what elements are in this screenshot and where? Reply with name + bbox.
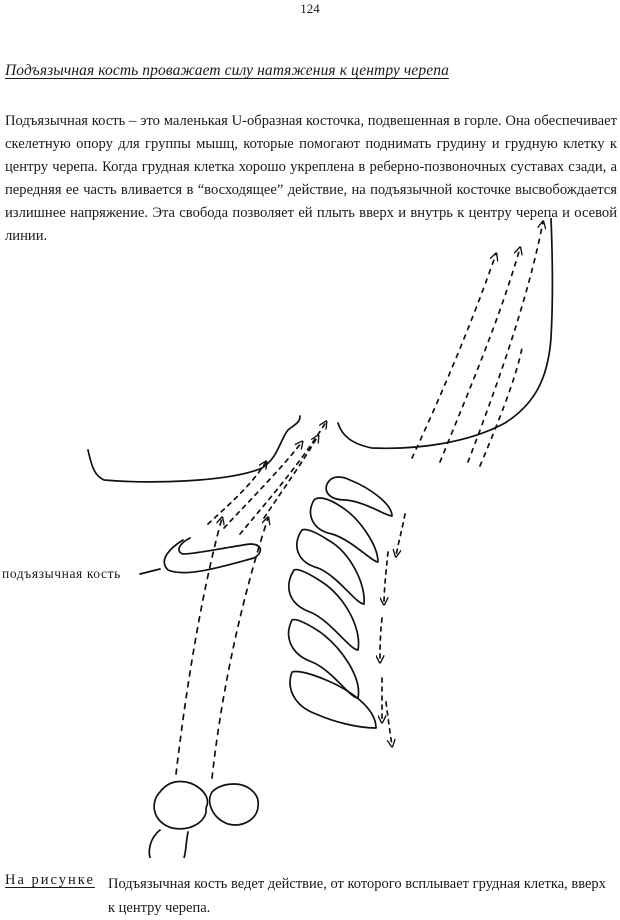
arrow-neck-4 xyxy=(480,348,522,466)
spine-lower-2 xyxy=(184,832,188,858)
hyoid-label: подъязычная кость xyxy=(2,566,121,581)
rib-3 xyxy=(297,529,364,604)
vertebra-lower xyxy=(154,781,207,828)
arrow-down-2 xyxy=(384,552,388,604)
arrow-down-1 xyxy=(396,514,405,556)
rib-5 xyxy=(289,620,359,698)
hyoid-illustration xyxy=(0,218,620,858)
arrow-chin-2 xyxy=(224,442,302,528)
arrow-neck-3 xyxy=(468,222,543,462)
page-number: 124 xyxy=(300,1,320,16)
arrow-spine-2 xyxy=(212,518,268,778)
caption-title: На рисунке xyxy=(5,872,95,888)
arrow-down-5 xyxy=(386,702,392,746)
arrow-down-3 xyxy=(380,618,382,662)
arrow-chin-4 xyxy=(264,436,318,518)
jaw-outline xyxy=(88,416,300,482)
label-leader-line xyxy=(140,569,160,574)
section-heading: Подъязычная кость проважает силу натяжения к центру черепа xyxy=(5,62,449,79)
rib-6 xyxy=(290,671,376,728)
rib-4 xyxy=(289,570,359,650)
hyoid-figure xyxy=(0,218,620,858)
caption-text: Подъязычная кость ведет действие, от которого всплывает грудная клетка, вверх к центру черепа. xyxy=(108,876,606,916)
spine-lower xyxy=(149,830,160,858)
rib-1 xyxy=(326,477,392,516)
arrow-spine-1 xyxy=(176,518,222,774)
vertebra-right xyxy=(210,784,259,825)
neck-outline xyxy=(338,218,553,448)
body-paragraph: Подъязычная кость – это маленькая U-образная косточка, подвешенная в горле. Она обеспечивает скелетную опору для группы мышц, которые помогают поднимать грудину и грудную клетку к центру черепа. Когда грудная клетка хорошо укреплена в реберно-позвоночных суставах сзади, а передняя ее часть вливается в “восходящее” действие, на подъязычной косточке высвобождается излишнее напряжение. Эта свобода позволяет ей плыть вверх и внутрь к центру черепа и осевой линии. xyxy=(5,113,617,244)
